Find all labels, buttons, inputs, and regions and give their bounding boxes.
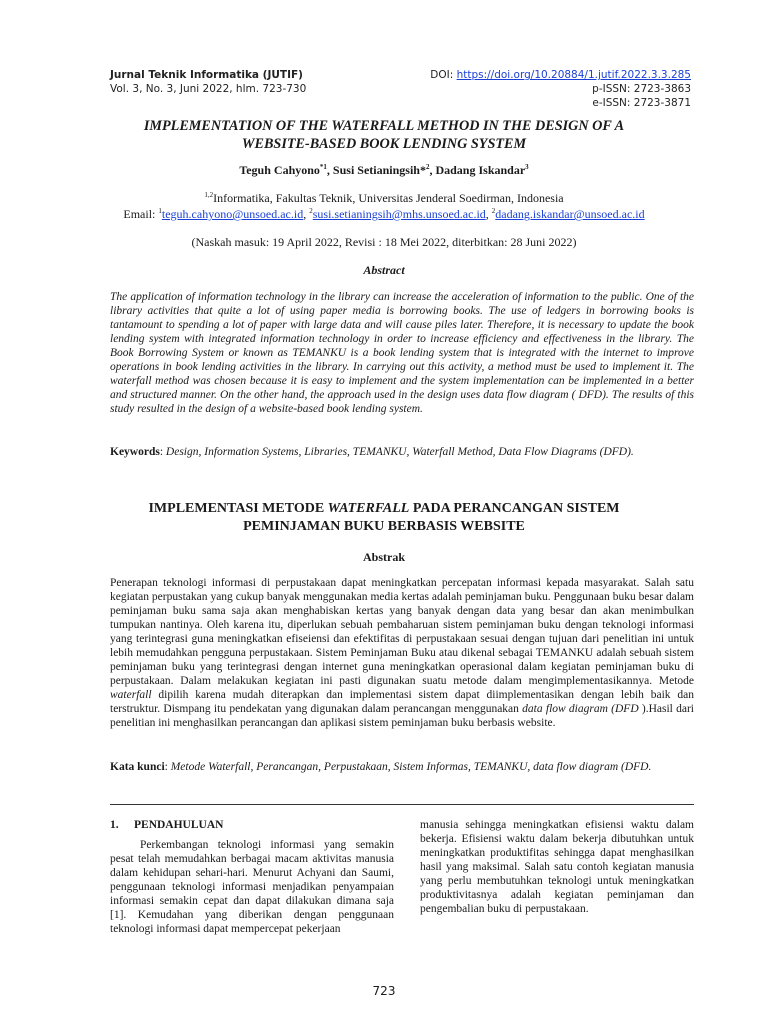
kata-kunci-text: Metode Waterfall, Perancangan, Perpustakaan, Sistem Informas, TEMANKU, data flow diagram (DFD. [170, 761, 652, 773]
section-number: 1. [110, 819, 119, 831]
email-line [80, 206, 688, 222]
body-column-right [420, 818, 694, 916]
keywords-colon: : [159, 446, 166, 458]
email-separator: , [485, 207, 492, 221]
email-3-mark: 2 [491, 207, 496, 215]
submission-dates: (Naskah masuk: 19 April 2022, Revisi : 18 Mei 2022, diterbitkan: 28 Juni 2022) [191, 235, 577, 249]
title-id-part: IMPLEMENTASI METODE [148, 501, 328, 516]
journal-name: Jurnal Teknik Informatika (JUTIF) [110, 69, 303, 81]
journal-header-left [110, 68, 306, 96]
section-heading [110, 818, 394, 832]
email-link-1[interactable]: teguh.cahyono@unsoed.ac.id [161, 207, 304, 221]
abstrak-part: Penerapan teknologi informasi di perpustakaan dapat meningkatkan percepatan informasi kepada masyarakat. Salah satu kegiatan perpustakan yang cukup banyak menggunakan media kertas adalah peminjaman buku. Penggunaan buku besar dalam peminjaman buku sama saja akan menghabiskan kertas yang banyak dengan data yang besar dan akan menimbulkan tumpukan nantinya. Oleh karena itu, diperlukan sebuah pembaharuan sistem peminjaman buku dengan teknologi informasi yang terintegrasi guna meningkatkan efiseiensi dan efektifitas di perpustakaan sesuai dengan tujuan dari penelitian ini untuk lebih memudahkan pengguna perpustakaan. Sistem Peminjaman Buku atau dikenal sebagai TEMANKU adalah sebuah sistem peminjaman buku yang terintegrasi dengan internet guna meningkatkan operasional dalam kegiatan peminjaman buku di perpustakaan. Dalam melakukan kegiatan ini pasti digunakan suatu metode dalam mengimplementasikannya. Metode [110, 577, 694, 687]
affiliation-block [80, 190, 688, 222]
abstrak-heading: Abstrak [362, 550, 405, 564]
affiliation-text: Informatika, Fakultas Teknik, Universitas Jenderal Soedirman, Indonesia [213, 191, 564, 205]
email-1-mark: 1 [158, 207, 162, 215]
author-1-mark: *1 [319, 163, 327, 171]
keywords-label: Keywords [110, 446, 160, 458]
abstract-heading: Abstract [363, 263, 405, 277]
abstrak-text [110, 576, 694, 730]
section-divider [110, 804, 694, 805]
keywords [110, 445, 694, 460]
email-link-3[interactable]: dadang.iskandar@unsoed.ac.id [495, 207, 645, 221]
author-separator: , [326, 163, 333, 177]
e-issn: e-ISSN: 2723-3871 [592, 97, 691, 109]
affiliation-mark: 1,2 [204, 191, 214, 199]
title-id-part: PADA PERANCANGAN SISTEM PEMINJAMAN BUKU BERBASIS WEBSITE [243, 501, 620, 534]
abstrak-part: ).Hasil dari penelitian ini menghasilkan perancangan dan aplikasi sistem peminjaman buku berbasis website. [110, 703, 695, 729]
kata-kunci-colon: : [164, 761, 171, 773]
email-2-mark: 2 [309, 207, 313, 215]
body-column-left [110, 818, 394, 936]
paper-title-id [110, 500, 658, 536]
title-id-italic: WATERFALL [327, 501, 410, 516]
keywords-text: Design, Information Systems, Libraries, TEMANKU, Waterfall Method, Data Flow Diagrams (DFD). [165, 446, 634, 458]
author-list [110, 163, 658, 178]
abstrak-part: dipilih karena mudah diterapkan dan implementasi sistem dapat diimplementasikan dengan lebih baik dan terstruktur. Dismpang itu pendekatan yang digunakan dalam perancangan menggunakan [110, 689, 694, 715]
kata-kunci-label: Kata kunci [110, 761, 165, 773]
page-number: 723 [372, 984, 396, 998]
author-1: Teguh Cahyono [239, 163, 320, 177]
kata-kunci [110, 760, 694, 775]
abstrak-italic: data flow diagram (DFD [522, 703, 639, 715]
doi-link[interactable]: https://doi.org/10.20884/1.jutif.2022.3.3.285 [456, 69, 691, 81]
body-paragraph: Perkembangan teknologi informasi yang semakin pesat telah memudahkan berbagai macam aktivitas manusia dalam kehidupan sehari-hari. Menurut Achyani dan Saumi, penggunaan teknologi informasi menjadikan penyampaian informasi semakin cepat dan dapat dilakukan dimana saja [1]. Kemudahan yang diberikan dengan penggunaan teknologi informasi dapat mempercepat pekerjaan [110, 839, 394, 935]
email-separator: , [303, 207, 310, 221]
email-link-2[interactable]: susi.setianingsih@mhs.unsoed.ac.id [312, 207, 486, 221]
author-3-mark: 3 [525, 163, 529, 171]
journal-volume: Vol. 3, No. 3, Juni 2022, hlm. 723-730 [110, 83, 307, 95]
author-3: Dadang Iskandar [435, 163, 526, 177]
paper-title-en: IMPLEMENTATION OF THE WATERFALL METHOD IN THE DESIGN OF A WEBSITE-BASED BOOK LENDING SYSTEM [143, 118, 625, 152]
author-2-mark: 2 [425, 163, 430, 171]
abstrak-italic: waterfall [110, 689, 152, 701]
journal-header-right [430, 68, 691, 110]
doi-line [430, 68, 691, 82]
author-separator: , [429, 163, 436, 177]
p-issn: p-ISSN: 2723-3863 [592, 83, 691, 95]
abstract-text-en: The application of information technology in the library can increase the acceleration of information to the public. One of the library activities that quite a lot of using paper media is borrowing books. The use of ledgers in borrowing books is tantamount to spending a lot of paper with large data and will cause piles later. Therefore, it is necessary to update the book lending system with integrated information technology in order to increase efficiency and effectiveness in the library. The Book Borrowing System or known as TEMANKU is a book lending system that is integrated with the internet to improve operations in book lending activities in the library. In carrying out this activity, a method must be used to implement it. The waterfall method was chosen because it is easy to implement and the system implementation can be implemented in a better and structured manner. On the other hand, the approach used in the design uses data flow diagram ( DFD). The results of this study resulted in the design of a website-based book lending system. [110, 291, 694, 415]
section-title: PENDAHULUAN [134, 819, 224, 831]
email-label: Email: [123, 207, 159, 221]
author-2: Susi Setianingsih* [332, 163, 426, 177]
doi-label: DOI: [430, 69, 457, 81]
affiliation [80, 190, 688, 206]
body-paragraph: manusia sehingga meningkatkan efisiensi waktu dalam bekerja. Efisiensi waktu dalam bekerja dibutuhkan untuk meningkatkan produktifitas sehingga dapat menghasilkan hasil yang maksimal. Salah satu contoh kegiatan manusia yang perlu membutuhkan teknologi untuk meningkatkan produktivitasnya adalah kegiatan peminjaman dan pengembalian buku di perpustakaan. [420, 819, 694, 915]
